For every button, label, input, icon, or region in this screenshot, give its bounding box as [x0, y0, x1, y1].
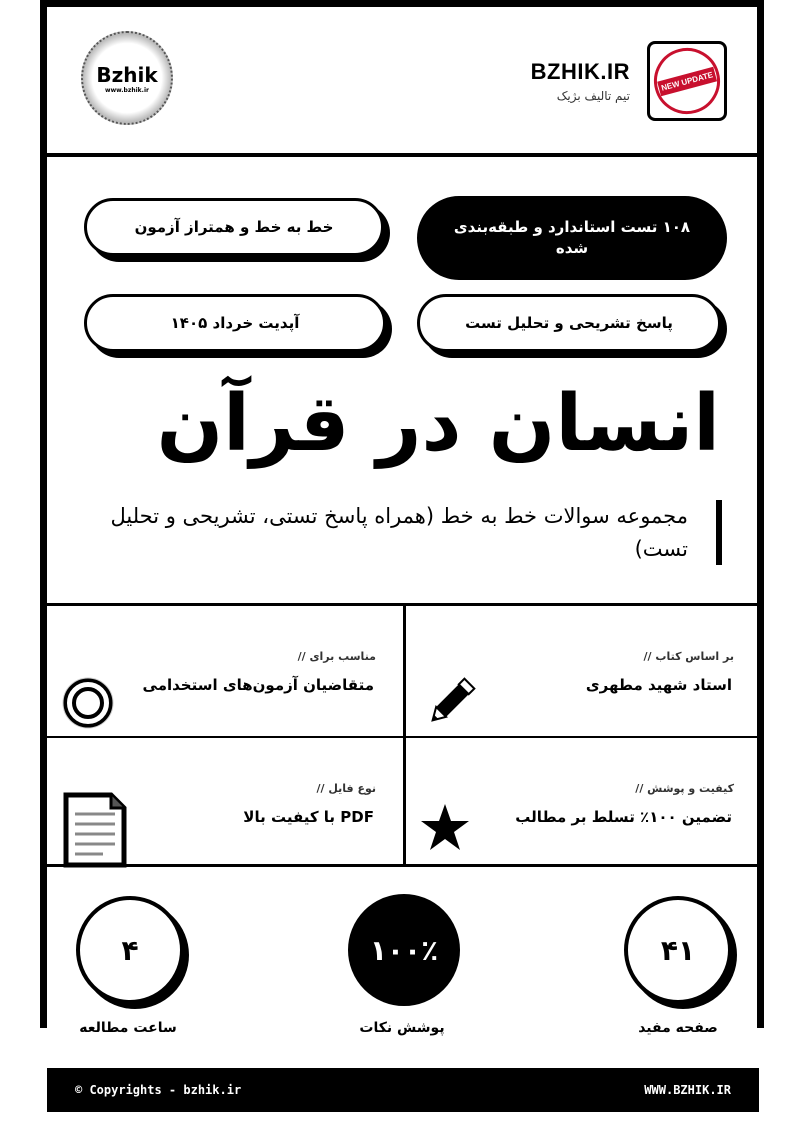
logo-word: Bzhik — [96, 62, 158, 87]
info-quality — [405, 738, 760, 868]
feature-text: پاسخ تشریحی و تحلیل تست — [465, 313, 673, 332]
info-label: بر اساس کتاب // — [643, 650, 734, 663]
footer-site-link[interactable]: WWW.BZHIK.IR — [644, 1083, 731, 1097]
info-label: نوع فایل // — [316, 782, 376, 795]
seal-icon — [647, 41, 728, 122]
header — [47, 7, 757, 157]
brand — [531, 59, 630, 103]
feature-pill-answers — [417, 294, 721, 352]
info-value: متقاضیان آزمون‌های استخدامی — [142, 676, 374, 694]
stat-value: ۴۱ — [660, 933, 696, 967]
feature-pill-line-by-line — [84, 198, 384, 256]
stat-value: ۱۰۰٪ — [369, 933, 439, 967]
new-update-badge — [647, 41, 727, 121]
page-title: انسان در قرآن — [156, 379, 720, 469]
info-suitable — [47, 606, 402, 736]
info-file-type — [47, 738, 402, 868]
pencil-icon — [423, 674, 479, 730]
info-based-on — [405, 606, 760, 736]
document-icon — [63, 792, 127, 868]
info-value: استاد شهید مطهری — [585, 676, 732, 694]
feature-text: ۱۰۸ تست استاندارد و طبقه‌بندی شده — [453, 218, 691, 257]
stat-hours-label: ساعت مطالعه — [79, 1020, 177, 1036]
footer-copyright: © Copyrights - bzhik.ir — [75, 1083, 242, 1097]
footer — [47, 1068, 759, 1112]
bzhik-logo — [81, 31, 173, 125]
badge-text: NEW UPDATE — [657, 66, 716, 95]
feature-pill-update — [84, 294, 386, 352]
stat-value: ۴ — [121, 933, 139, 967]
info-label: مناسب برای // — [297, 650, 376, 663]
stat-pages-circle — [624, 896, 732, 1004]
stat-pages-label: صفحه مفید — [638, 1020, 718, 1036]
feature-text: آپدیت خرداد ۱۴۰۵ — [170, 313, 300, 332]
brand-team: تیم تالیف بژیک — [556, 89, 630, 103]
page-subtitle: مجموعه سوالات خط به خط (همراه پاسخ تستی، تشریحی و تحلیل تست) — [92, 500, 722, 565]
feature-text: خط به خط و همتراز آزمون — [134, 217, 334, 236]
stat-coverage-circle — [348, 894, 460, 1006]
feature-pill-tests — [417, 196, 727, 280]
info-value: تضمین ۱۰۰٪ تسلط بر مطالب — [515, 808, 732, 826]
star-icon — [417, 800, 473, 856]
stat-hours-circle — [76, 896, 184, 1004]
info-grid — [47, 603, 757, 867]
info-value: PDF با کیفیت بالا — [243, 808, 374, 826]
info-label: کیفیت و پوشش // — [635, 782, 734, 795]
logo-url: www.bzhik.ir — [105, 86, 149, 94]
brand-site[interactable]: BZHIK.IR — [530, 59, 630, 84]
target-icon — [61, 676, 115, 730]
stat-coverage-label: پوشش نکات — [359, 1020, 445, 1036]
